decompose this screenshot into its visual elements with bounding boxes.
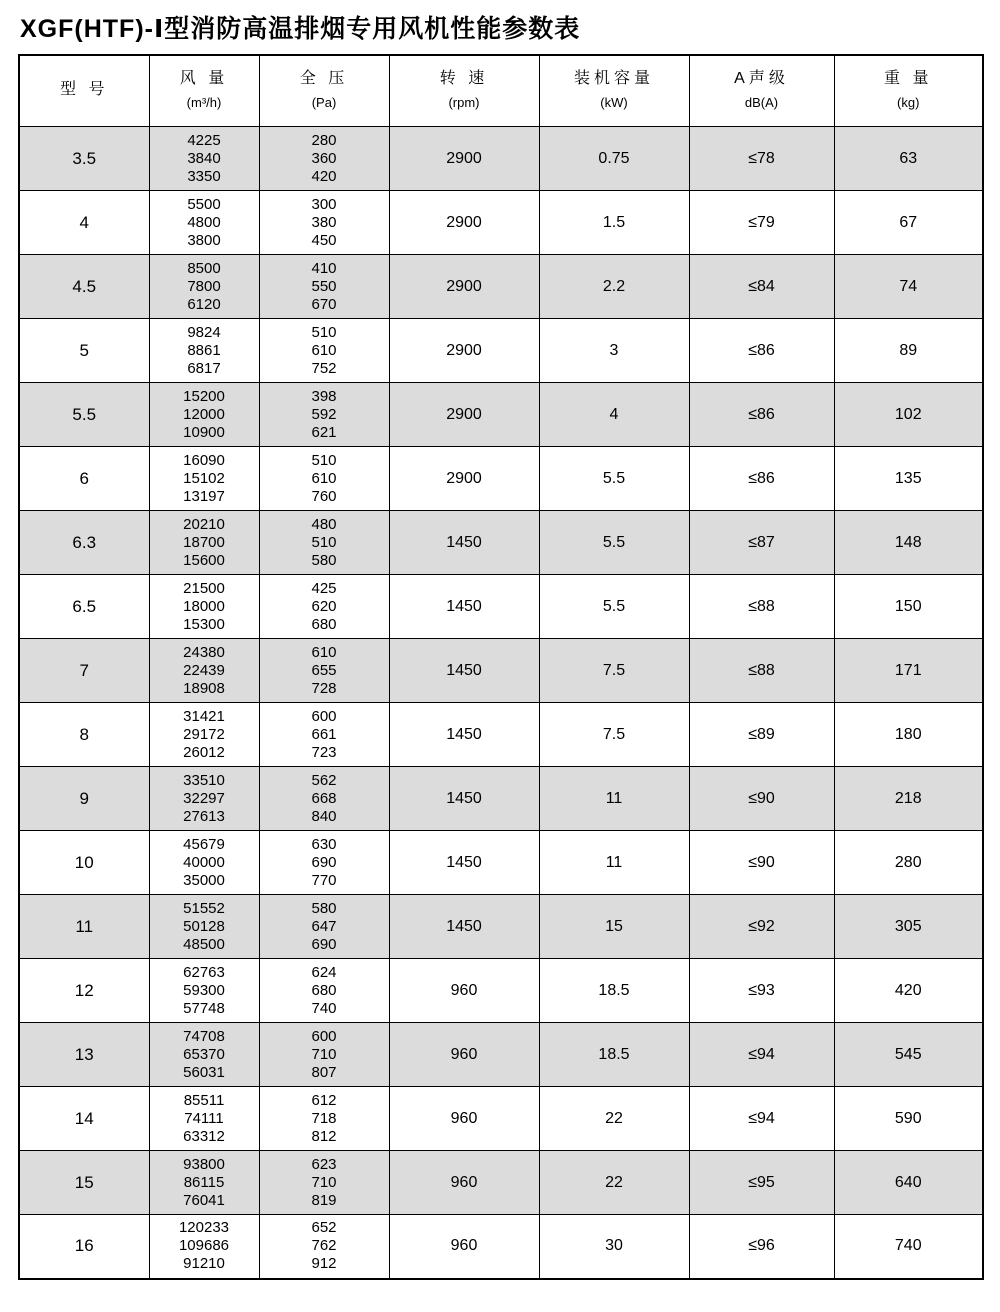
cell-flow <box>149 895 259 959</box>
cell-flow <box>149 1023 259 1087</box>
cell-flow-value: 74708 <box>183 1027 225 1045</box>
cell-flow-value: 18908 <box>183 679 225 697</box>
cell-pressure-value: 770 <box>311 871 337 889</box>
cell-rpm: 2900 <box>389 191 539 255</box>
table-row <box>19 703 983 767</box>
column-header-flow-main: 风 量 <box>179 70 229 87</box>
cell-noise: ≤88 <box>689 639 834 703</box>
cell-rpm: 960 <box>389 1087 539 1151</box>
table-row <box>19 447 983 511</box>
cell-pressure-value: 600 <box>311 1027 337 1045</box>
cell-flow-value: 24380 <box>183 643 225 661</box>
cell-weight: 180 <box>834 703 983 767</box>
table-body <box>19 127 983 1279</box>
cell-pressure-value: 580 <box>311 899 337 917</box>
cell-pressure <box>259 639 389 703</box>
cell-pressure-value: 647 <box>311 917 337 935</box>
cell-flow-value: 9824 <box>187 323 221 341</box>
cell-flow-value: 59300 <box>183 981 225 999</box>
cell-pressure-value: 425 <box>311 579 337 597</box>
cell-pressure <box>259 447 389 511</box>
table-header-row <box>19 55 983 127</box>
column-header-flow-unit: (m³/h) <box>186 95 222 110</box>
cell-noise: ≤94 <box>689 1023 834 1087</box>
cell-model: 7 <box>19 639 149 703</box>
cell-model: 6 <box>19 447 149 511</box>
cell-weight: 218 <box>834 767 983 831</box>
cell-power: 1.5 <box>539 191 689 255</box>
cell-pressure-value: 623 <box>311 1155 337 1173</box>
cell-flow <box>149 831 259 895</box>
cell-power: 7.5 <box>539 639 689 703</box>
cell-flow-value: 27613 <box>183 807 225 825</box>
cell-flow-value: 7800 <box>187 277 221 295</box>
cell-rpm: 2900 <box>389 319 539 383</box>
cell-pressure-value: 652 <box>311 1219 337 1237</box>
cell-model: 10 <box>19 831 149 895</box>
cell-flow-value: 40000 <box>183 853 225 871</box>
cell-power: 22 <box>539 1087 689 1151</box>
cell-pressure <box>259 1151 389 1215</box>
cell-flow-value: 29172 <box>183 725 225 743</box>
cell-noise: ≤95 <box>689 1151 834 1215</box>
cell-pressure-value: 360 <box>311 149 337 167</box>
cell-pressure <box>259 1023 389 1087</box>
cell-flow-value: 31421 <box>183 707 225 725</box>
cell-pressure-value: 450 <box>311 231 337 249</box>
cell-pressure <box>259 767 389 831</box>
cell-rpm: 1450 <box>389 703 539 767</box>
cell-power: 4 <box>539 383 689 447</box>
cell-pressure-value: 680 <box>311 981 337 999</box>
cell-flow-value: 65370 <box>183 1045 225 1063</box>
cell-flow-value: 4225 <box>187 131 221 149</box>
cell-flow <box>149 447 259 511</box>
cell-flow-value: 8500 <box>187 259 221 277</box>
cell-flow <box>149 255 259 319</box>
cell-flow-value: 22439 <box>183 661 225 679</box>
cell-flow-value: 76041 <box>183 1191 225 1209</box>
cell-flow-value: 18000 <box>183 597 225 615</box>
cell-power: 18.5 <box>539 1023 689 1087</box>
cell-pressure-value: 840 <box>311 807 337 825</box>
cell-flow-value: 21500 <box>183 579 225 597</box>
table-row <box>19 1087 983 1151</box>
cell-rpm: 1450 <box>389 511 539 575</box>
cell-pressure-value: 562 <box>311 771 337 789</box>
cell-power: 11 <box>539 767 689 831</box>
cell-pressure-value: 710 <box>311 1173 337 1191</box>
cell-power: 22 <box>539 1151 689 1215</box>
table-row <box>19 895 983 959</box>
cell-pressure <box>259 895 389 959</box>
cell-pressure-value: 300 <box>311 195 337 213</box>
cell-flow <box>149 767 259 831</box>
column-header-flow <box>149 55 259 127</box>
cell-pressure-value: 612 <box>311 1091 337 1109</box>
table-header <box>19 55 983 127</box>
cell-pressure-value: 655 <box>311 661 337 679</box>
cell-pressure-value: 624 <box>311 963 337 981</box>
table-row <box>19 639 983 703</box>
cell-pressure-value: 610 <box>311 469 337 487</box>
column-header-pressure <box>259 55 389 127</box>
cell-pressure-value: 710 <box>311 1045 337 1063</box>
cell-flow-value: 4800 <box>187 213 221 231</box>
table-row <box>19 127 983 191</box>
cell-noise: ≤87 <box>689 511 834 575</box>
cell-pressure <box>259 575 389 639</box>
cell-rpm: 1450 <box>389 767 539 831</box>
cell-pressure-value: 819 <box>311 1191 337 1209</box>
cell-weight: 135 <box>834 447 983 511</box>
cell-flow <box>149 319 259 383</box>
cell-noise: ≤78 <box>689 127 834 191</box>
column-header-rpm-unit: (rpm) <box>448 95 480 110</box>
cell-flow-value: 62763 <box>183 963 225 981</box>
cell-power: 5.5 <box>539 511 689 575</box>
cell-rpm: 1450 <box>389 895 539 959</box>
cell-pressure-value: 610 <box>311 643 337 661</box>
column-header-weight-main: 重 量 <box>884 70 933 87</box>
cell-pressure-value: 600 <box>311 707 337 725</box>
cell-flow-value: 3350 <box>187 167 221 185</box>
cell-weight: 420 <box>834 959 983 1023</box>
table-row <box>19 767 983 831</box>
cell-power: 15 <box>539 895 689 959</box>
cell-rpm: 960 <box>389 959 539 1023</box>
column-header-power-main: 装机容量 <box>573 70 654 87</box>
cell-flow <box>149 1087 259 1151</box>
cell-flow <box>149 575 259 639</box>
cell-pressure-value: 718 <box>311 1109 337 1127</box>
cell-model: 6.3 <box>19 511 149 575</box>
cell-flow-value: 33510 <box>183 771 225 789</box>
cell-model: 6.5 <box>19 575 149 639</box>
cell-pressure-value: 410 <box>311 259 337 277</box>
cell-pressure-value: 740 <box>311 999 337 1017</box>
cell-rpm: 960 <box>389 1151 539 1215</box>
cell-noise: ≤89 <box>689 703 834 767</box>
column-header-noise <box>689 55 834 127</box>
cell-pressure-value: 550 <box>311 277 337 295</box>
cell-flow-value: 85511 <box>183 1091 225 1109</box>
column-header-pressure-main: 全 压 <box>299 70 349 87</box>
cell-pressure <box>259 1215 389 1279</box>
cell-flow-value: 35000 <box>183 871 225 889</box>
cell-pressure-value: 752 <box>311 359 337 377</box>
column-header-weight-unit: (kg) <box>897 95 920 110</box>
cell-pressure-value: 728 <box>311 679 337 697</box>
cell-model: 8 <box>19 703 149 767</box>
cell-noise: ≤93 <box>689 959 834 1023</box>
cell-noise: ≤86 <box>689 319 834 383</box>
table-row <box>19 959 983 1023</box>
cell-flow <box>149 639 259 703</box>
cell-noise: ≤90 <box>689 831 834 895</box>
cell-power: 11 <box>539 831 689 895</box>
cell-model: 13 <box>19 1023 149 1087</box>
cell-noise: ≤92 <box>689 895 834 959</box>
cell-rpm: 2900 <box>389 255 539 319</box>
fan-performance-table <box>18 54 984 1280</box>
cell-flow-value: 32297 <box>183 789 225 807</box>
cell-flow-value: 8861 <box>187 341 221 359</box>
cell-flow-value: 26012 <box>183 743 225 761</box>
cell-flow-value: 16090 <box>183 451 225 469</box>
cell-model: 12 <box>19 959 149 1023</box>
table-row <box>19 1151 983 1215</box>
cell-flow <box>149 1151 259 1215</box>
cell-flow-value: 63312 <box>183 1127 225 1145</box>
column-header-power-unit: (kW) <box>600 95 628 110</box>
cell-pressure-value: 398 <box>311 387 337 405</box>
table-row <box>19 1023 983 1087</box>
cell-model: 9 <box>19 767 149 831</box>
column-header-rpm <box>389 55 539 127</box>
cell-noise: ≤90 <box>689 767 834 831</box>
cell-weight: 67 <box>834 191 983 255</box>
cell-power: 30 <box>539 1215 689 1279</box>
cell-flow-value: 74111 <box>184 1109 224 1127</box>
cell-model: 4.5 <box>19 255 149 319</box>
cell-pressure-value: 480 <box>311 515 337 533</box>
cell-pressure <box>259 831 389 895</box>
cell-pressure-value: 580 <box>311 551 337 569</box>
cell-pressure-value: 510 <box>311 533 337 551</box>
cell-power: 3 <box>539 319 689 383</box>
cell-flow <box>149 383 259 447</box>
column-header-weight <box>834 55 983 127</box>
cell-power: 2.2 <box>539 255 689 319</box>
cell-pressure-value: 510 <box>311 451 337 469</box>
cell-model: 3.5 <box>19 127 149 191</box>
cell-noise: ≤86 <box>689 383 834 447</box>
cell-flow-value: 3840 <box>187 149 221 167</box>
cell-power: 5.5 <box>539 447 689 511</box>
cell-flow-value: 12000 <box>183 405 225 423</box>
cell-weight: 280 <box>834 831 983 895</box>
column-header-power <box>539 55 689 127</box>
cell-flow-value: 3800 <box>187 231 221 249</box>
cell-pressure <box>259 1087 389 1151</box>
cell-model: 4 <box>19 191 149 255</box>
cell-flow-value: 48500 <box>183 935 225 953</box>
cell-pressure-value: 690 <box>311 853 337 871</box>
cell-noise: ≤79 <box>689 191 834 255</box>
cell-weight: 171 <box>834 639 983 703</box>
cell-weight: 63 <box>834 127 983 191</box>
cell-pressure <box>259 191 389 255</box>
cell-pressure <box>259 127 389 191</box>
cell-weight: 148 <box>834 511 983 575</box>
cell-model: 16 <box>19 1215 149 1279</box>
cell-pressure-value: 610 <box>311 341 337 359</box>
table-row <box>19 383 983 447</box>
cell-flow <box>149 191 259 255</box>
cell-weight: 590 <box>834 1087 983 1151</box>
cell-weight: 545 <box>834 1023 983 1087</box>
cell-flow-value: 15300 <box>183 615 225 633</box>
cell-model: 5 <box>19 319 149 383</box>
cell-pressure-value: 380 <box>311 213 337 231</box>
cell-noise: ≤94 <box>689 1087 834 1151</box>
column-header-pressure-unit: (Pa) <box>311 95 337 110</box>
table-row <box>19 575 983 639</box>
cell-pressure-value: 420 <box>311 167 337 185</box>
table-row <box>19 831 983 895</box>
cell-flow-value: 6120 <box>187 295 221 313</box>
cell-flow-value: 51552 <box>183 899 225 917</box>
cell-pressure-value: 812 <box>311 1127 337 1145</box>
cell-rpm: 2900 <box>389 383 539 447</box>
cell-pressure-value: 807 <box>311 1063 337 1081</box>
cell-pressure <box>259 383 389 447</box>
cell-flow-value: 56031 <box>183 1063 225 1081</box>
cell-pressure <box>259 959 389 1023</box>
cell-model: 5.5 <box>19 383 149 447</box>
cell-flow-value: 5500 <box>187 195 221 213</box>
cell-flow-value: 93800 <box>183 1155 225 1173</box>
cell-power: 5.5 <box>539 575 689 639</box>
cell-pressure-value: 620 <box>311 597 337 615</box>
cell-flow-value: 18700 <box>183 533 225 551</box>
cell-noise: ≤84 <box>689 255 834 319</box>
cell-pressure-value: 762 <box>311 1237 337 1255</box>
cell-pressure-value: 760 <box>311 487 337 505</box>
cell-model: 15 <box>19 1151 149 1215</box>
table-row <box>19 1215 983 1279</box>
cell-pressure-value: 668 <box>311 789 337 807</box>
cell-weight: 74 <box>834 255 983 319</box>
cell-model: 11 <box>19 895 149 959</box>
cell-weight: 740 <box>834 1215 983 1279</box>
cell-flow-value: 57748 <box>183 999 225 1017</box>
cell-pressure <box>259 255 389 319</box>
cell-weight: 89 <box>834 319 983 383</box>
cell-flow-value: 45679 <box>183 835 225 853</box>
cell-model: 14 <box>19 1087 149 1151</box>
cell-flow-value: 15600 <box>183 551 225 569</box>
cell-pressure-value: 592 <box>311 405 337 423</box>
cell-pressure-value: 280 <box>311 131 337 149</box>
cell-flow-value: 50128 <box>183 917 225 935</box>
cell-pressure-value: 723 <box>311 743 337 761</box>
cell-noise: ≤88 <box>689 575 834 639</box>
cell-noise: ≤96 <box>689 1215 834 1279</box>
cell-rpm: 2900 <box>389 127 539 191</box>
cell-pressure-value: 912 <box>311 1255 337 1273</box>
cell-flow <box>149 511 259 575</box>
column-header-rpm-main: 转 速 <box>439 70 489 87</box>
cell-rpm: 1450 <box>389 639 539 703</box>
cell-weight: 640 <box>834 1151 983 1215</box>
cell-flow <box>149 1215 259 1279</box>
cell-weight: 305 <box>834 895 983 959</box>
cell-rpm: 960 <box>389 1215 539 1279</box>
cell-pressure-value: 510 <box>311 323 337 341</box>
cell-flow-value: 15200 <box>183 387 225 405</box>
column-header-model-main: 型 号 <box>60 81 109 98</box>
table-row <box>19 319 983 383</box>
column-header-model <box>19 55 149 127</box>
cell-pressure <box>259 511 389 575</box>
cell-flow-value: 91210 <box>183 1255 225 1273</box>
cell-flow-value: 86115 <box>183 1173 225 1191</box>
cell-pressure-value: 680 <box>311 615 337 633</box>
table-row <box>19 255 983 319</box>
cell-flow-value: 6817 <box>187 359 221 377</box>
cell-flow <box>149 703 259 767</box>
cell-weight: 150 <box>834 575 983 639</box>
column-header-noise-main: A声级 <box>734 70 789 87</box>
cell-pressure-value: 670 <box>311 295 337 313</box>
cell-pressure-value: 661 <box>311 725 337 743</box>
cell-flow-value: 13197 <box>183 487 225 505</box>
cell-pressure <box>259 319 389 383</box>
cell-pressure-value: 621 <box>311 423 337 441</box>
cell-pressure-value: 690 <box>311 935 337 953</box>
table-row <box>19 191 983 255</box>
cell-rpm: 960 <box>389 1023 539 1087</box>
column-header-noise-unit: dB(A) <box>744 95 779 110</box>
cell-flow-value: 120233 <box>178 1219 230 1237</box>
cell-flow-value: 109686 <box>178 1237 230 1255</box>
cell-power: 18.5 <box>539 959 689 1023</box>
cell-flow <box>149 959 259 1023</box>
table-row <box>19 511 983 575</box>
cell-noise: ≤86 <box>689 447 834 511</box>
cell-rpm: 1450 <box>389 575 539 639</box>
page-title: XGF(HTF)-Ⅰ型消防高温排烟专用风机性能参数表 <box>20 15 581 43</box>
cell-flow <box>149 127 259 191</box>
cell-pressure-value: 630 <box>311 835 337 853</box>
cell-weight: 102 <box>834 383 983 447</box>
cell-power: 0.75 <box>539 127 689 191</box>
cell-flow-value: 10900 <box>183 423 225 441</box>
cell-pressure <box>259 703 389 767</box>
cell-flow-value: 15102 <box>183 469 225 487</box>
cell-flow-value: 20210 <box>183 515 225 533</box>
cell-rpm: 1450 <box>389 831 539 895</box>
cell-power: 7.5 <box>539 703 689 767</box>
cell-rpm: 2900 <box>389 447 539 511</box>
